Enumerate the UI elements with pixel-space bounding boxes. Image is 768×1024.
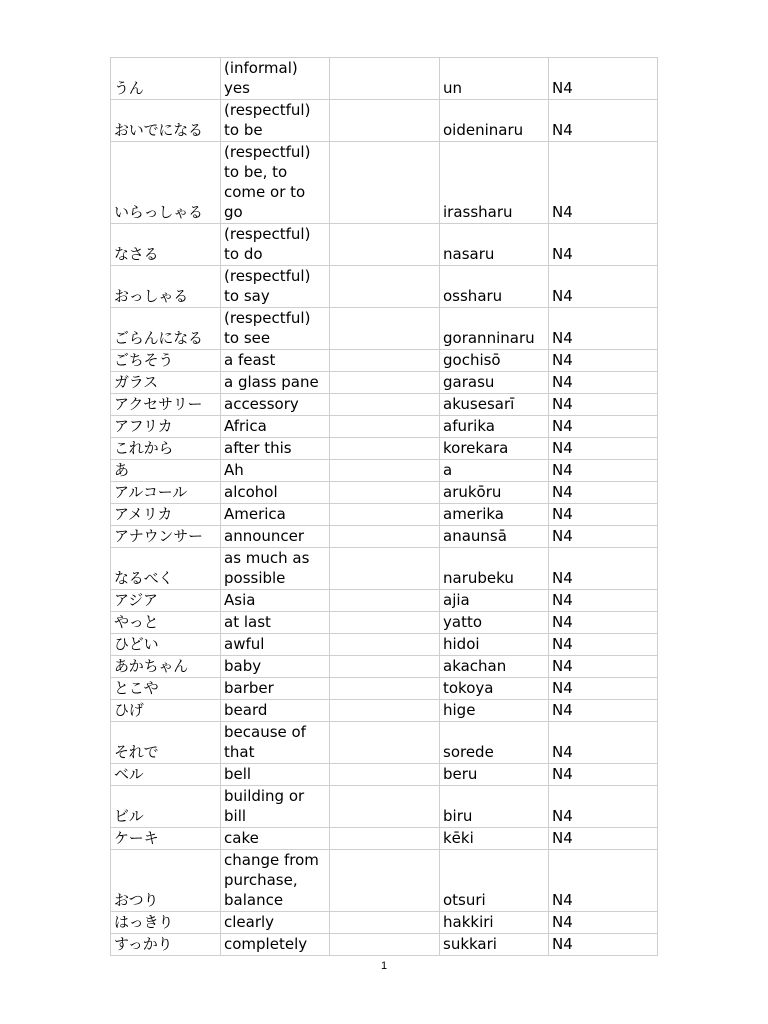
empty-note-cell [330, 634, 440, 656]
japanese-word-cell: ベル [111, 764, 221, 786]
table-row [111, 58, 658, 100]
jlpt-level-cell: N4 [549, 394, 658, 416]
jlpt-level-cell: N4 [549, 100, 658, 142]
empty-note-cell [330, 700, 440, 722]
english-meaning-cell: barber [221, 678, 330, 700]
table-row [111, 678, 658, 700]
english-meaning-cell: (informal) yes [221, 58, 330, 100]
jlpt-level-cell: N4 [549, 612, 658, 634]
english-meaning-cell: building or bill [221, 786, 330, 828]
english-meaning-cell: alcohol [221, 482, 330, 504]
english-meaning-cell: as much as possible [221, 548, 330, 590]
table-row [111, 308, 658, 350]
japanese-word-cell: ひげ [111, 700, 221, 722]
english-meaning-cell: America [221, 504, 330, 526]
romaji-cell: kēki [440, 828, 549, 850]
english-meaning-cell: cake [221, 828, 330, 850]
empty-note-cell [330, 308, 440, 350]
table-row [111, 634, 658, 656]
vocabulary-table-body [111, 58, 658, 956]
english-meaning-cell: Asia [221, 590, 330, 612]
jlpt-level-cell: N4 [549, 504, 658, 526]
romaji-cell: un [440, 58, 549, 100]
romaji-cell: otsuri [440, 850, 549, 912]
jlpt-level-cell: N4 [549, 372, 658, 394]
jlpt-level-cell: N4 [549, 850, 658, 912]
japanese-word-cell: とこや [111, 678, 221, 700]
romaji-cell: yatto [440, 612, 549, 634]
english-meaning-cell: a feast [221, 350, 330, 372]
empty-note-cell [330, 764, 440, 786]
page-number: 1 [380, 960, 388, 972]
romaji-cell: amerika [440, 504, 549, 526]
romaji-cell: sukkari [440, 934, 549, 956]
english-meaning-cell: bell [221, 764, 330, 786]
jlpt-level-cell: N4 [549, 912, 658, 934]
table-row [111, 828, 658, 850]
romaji-cell: narubeku [440, 548, 549, 590]
jlpt-level-cell: N4 [549, 786, 658, 828]
jlpt-level-cell: N4 [549, 266, 658, 308]
empty-note-cell [330, 722, 440, 764]
english-meaning-cell: accessory [221, 394, 330, 416]
english-meaning-cell: (respectful) to see [221, 308, 330, 350]
english-meaning-cell: at last [221, 612, 330, 634]
table-row [111, 656, 658, 678]
english-meaning-cell: baby [221, 656, 330, 678]
empty-note-cell [330, 548, 440, 590]
jlpt-level-cell: N4 [549, 934, 658, 956]
romaji-cell: gochisō [440, 350, 549, 372]
jlpt-level-cell: N4 [549, 548, 658, 590]
english-meaning-cell: (respectful) to say [221, 266, 330, 308]
empty-note-cell [330, 912, 440, 934]
table-row [111, 526, 658, 548]
japanese-word-cell: ガラス [111, 372, 221, 394]
empty-note-cell [330, 460, 440, 482]
japanese-word-cell: おいでになる [111, 100, 221, 142]
english-meaning-cell: (respectful) to be [221, 100, 330, 142]
table-row [111, 224, 658, 266]
jlpt-level-cell: N4 [549, 224, 658, 266]
jlpt-level-cell: N4 [549, 700, 658, 722]
japanese-word-cell: ビル [111, 786, 221, 828]
japanese-word-cell: これから [111, 438, 221, 460]
table-row [111, 142, 658, 224]
jlpt-level-cell: N4 [549, 656, 658, 678]
empty-note-cell [330, 850, 440, 912]
romaji-cell: beru [440, 764, 549, 786]
table-row [111, 394, 658, 416]
japanese-word-cell: ごちそう [111, 350, 221, 372]
japanese-word-cell: アルコール [111, 482, 221, 504]
table-row [111, 482, 658, 504]
romaji-cell: akachan [440, 656, 549, 678]
romaji-cell: ossharu [440, 266, 549, 308]
english-meaning-cell: completely [221, 934, 330, 956]
table-row [111, 100, 658, 142]
romaji-cell: oideninaru [440, 100, 549, 142]
english-meaning-cell: (respectful) to do [221, 224, 330, 266]
jlpt-level-cell: N4 [549, 308, 658, 350]
romaji-cell: hakkiri [440, 912, 549, 934]
japanese-word-cell: ごらんになる [111, 308, 221, 350]
table-row [111, 590, 658, 612]
japanese-word-cell: おっしゃる [111, 266, 221, 308]
romaji-cell: akusesarī [440, 394, 549, 416]
empty-note-cell [330, 58, 440, 100]
romaji-cell: sorede [440, 722, 549, 764]
jlpt-level-cell: N4 [549, 460, 658, 482]
table-row [111, 912, 658, 934]
japanese-word-cell: なるべく [111, 548, 221, 590]
empty-note-cell [330, 656, 440, 678]
jlpt-level-cell: N4 [549, 828, 658, 850]
table-row [111, 548, 658, 590]
empty-note-cell [330, 828, 440, 850]
jlpt-level-cell: N4 [549, 678, 658, 700]
japanese-word-cell: やっと [111, 612, 221, 634]
japanese-word-cell: アナウンサー [111, 526, 221, 548]
table-row [111, 722, 658, 764]
english-meaning-cell: (respectful) to be, to come or to go [221, 142, 330, 224]
table-row [111, 350, 658, 372]
jlpt-level-cell: N4 [549, 438, 658, 460]
table-row [111, 764, 658, 786]
jlpt-level-cell: N4 [549, 58, 658, 100]
romaji-cell: a [440, 460, 549, 482]
jlpt-level-cell: N4 [549, 722, 658, 764]
japanese-word-cell: うん [111, 58, 221, 100]
empty-note-cell [330, 504, 440, 526]
japanese-word-cell: それで [111, 722, 221, 764]
empty-note-cell [330, 224, 440, 266]
japanese-word-cell: アジア [111, 590, 221, 612]
jlpt-level-cell: N4 [549, 526, 658, 548]
vocabulary-table [110, 57, 658, 956]
table-row [111, 934, 658, 956]
romaji-cell: arukōru [440, 482, 549, 504]
english-meaning-cell: beard [221, 700, 330, 722]
jlpt-level-cell: N4 [549, 142, 658, 224]
table-row [111, 460, 658, 482]
japanese-word-cell: あ [111, 460, 221, 482]
japanese-word-cell: いらっしゃる [111, 142, 221, 224]
english-meaning-cell: announcer [221, 526, 330, 548]
empty-note-cell [330, 394, 440, 416]
jlpt-level-cell: N4 [549, 416, 658, 438]
english-meaning-cell: a glass pane [221, 372, 330, 394]
empty-note-cell [330, 934, 440, 956]
empty-note-cell [330, 590, 440, 612]
english-meaning-cell: clearly [221, 912, 330, 934]
jlpt-level-cell: N4 [549, 482, 658, 504]
romaji-cell: biru [440, 786, 549, 828]
romaji-cell: ajia [440, 590, 549, 612]
jlpt-level-cell: N4 [549, 590, 658, 612]
table-row [111, 372, 658, 394]
empty-note-cell [330, 482, 440, 504]
romaji-cell: hidoi [440, 634, 549, 656]
jlpt-level-cell: N4 [549, 764, 658, 786]
table-row [111, 504, 658, 526]
japanese-word-cell: ケーキ [111, 828, 221, 850]
empty-note-cell [330, 142, 440, 224]
table-row [111, 438, 658, 460]
japanese-word-cell: すっかり [111, 934, 221, 956]
english-meaning-cell: awful [221, 634, 330, 656]
japanese-word-cell: アメリカ [111, 504, 221, 526]
table-row [111, 416, 658, 438]
jlpt-level-cell: N4 [549, 350, 658, 372]
romaji-cell: afurika [440, 416, 549, 438]
table-row [111, 850, 658, 912]
empty-note-cell [330, 372, 440, 394]
empty-note-cell [330, 612, 440, 634]
english-meaning-cell: change from purchase, balance [221, 850, 330, 912]
empty-note-cell [330, 438, 440, 460]
japanese-word-cell: あかちゃん [111, 656, 221, 678]
table-row [111, 786, 658, 828]
english-meaning-cell: because of that [221, 722, 330, 764]
empty-note-cell [330, 526, 440, 548]
english-meaning-cell: Africa [221, 416, 330, 438]
empty-note-cell [330, 266, 440, 308]
english-meaning-cell: after this [221, 438, 330, 460]
empty-note-cell [330, 678, 440, 700]
empty-note-cell [330, 350, 440, 372]
japanese-word-cell: はっきり [111, 912, 221, 934]
romaji-cell: hige [440, 700, 549, 722]
romaji-cell: tokoya [440, 678, 549, 700]
japanese-word-cell: おつり [111, 850, 221, 912]
empty-note-cell [330, 100, 440, 142]
romaji-cell: anaunsā [440, 526, 549, 548]
romaji-cell: garasu [440, 372, 549, 394]
table-row [111, 266, 658, 308]
japanese-word-cell: ひどい [111, 634, 221, 656]
romaji-cell: korekara [440, 438, 549, 460]
japanese-word-cell: アクセサリー [111, 394, 221, 416]
romaji-cell: irassharu [440, 142, 549, 224]
jlpt-level-cell: N4 [549, 634, 658, 656]
romaji-cell: goranninaru [440, 308, 549, 350]
english-meaning-cell: Ah [221, 460, 330, 482]
japanese-word-cell: アフリカ [111, 416, 221, 438]
empty-note-cell [330, 416, 440, 438]
japanese-word-cell: なさる [111, 224, 221, 266]
romaji-cell: nasaru [440, 224, 549, 266]
table-row [111, 612, 658, 634]
table-row [111, 700, 658, 722]
empty-note-cell [330, 786, 440, 828]
